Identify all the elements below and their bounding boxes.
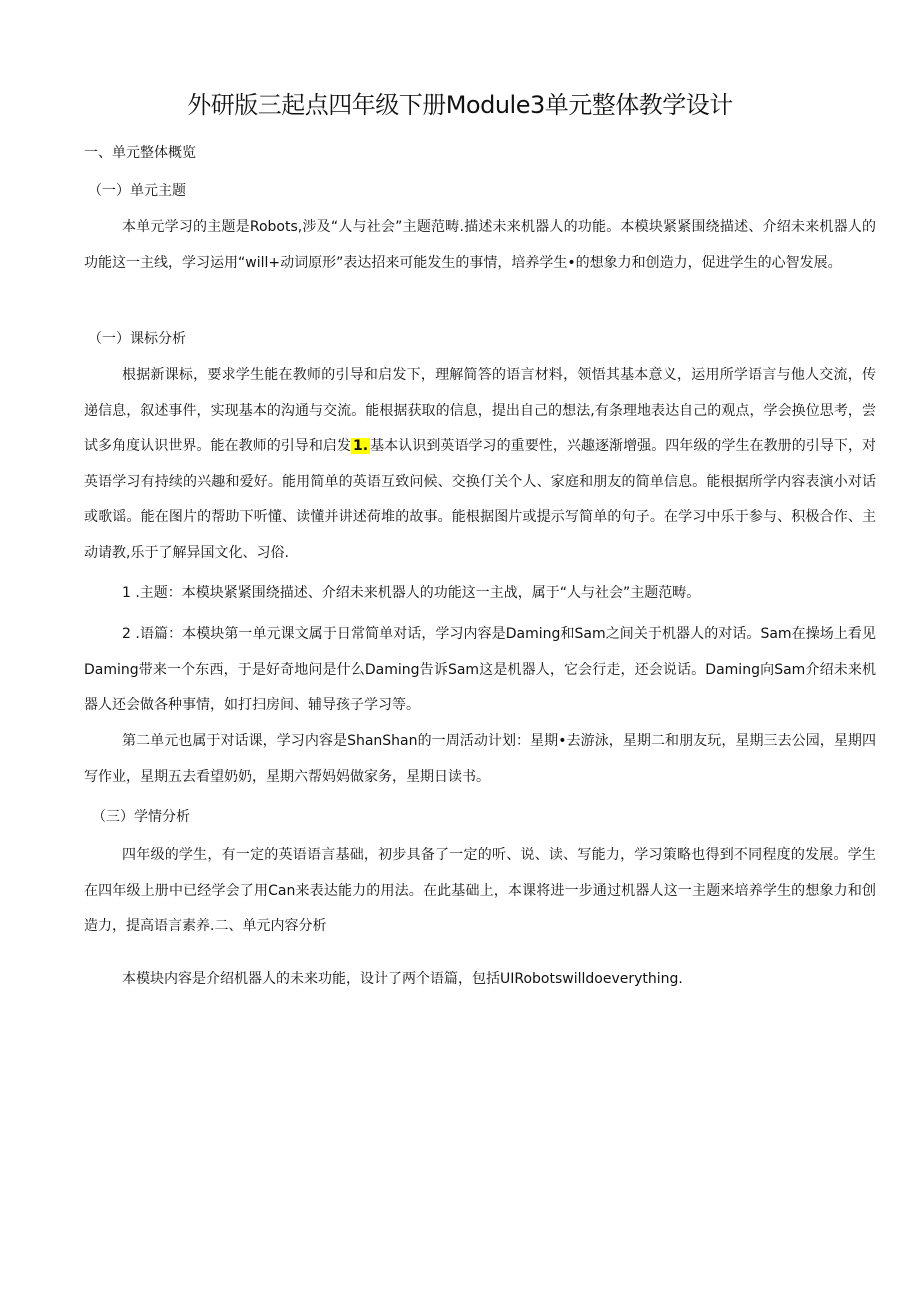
paragraph-curriculum-analysis bbox=[84, 358, 876, 571]
document-title: 外研版三起点四年级下册Module3单元整体教学设计 bbox=[187, 91, 733, 119]
subheading-student-analysis: （三）学情分析 bbox=[92, 809, 190, 825]
highlighted-marker: 1. bbox=[353, 438, 369, 454]
section-heading-overview: 一、单元整体概览 bbox=[84, 145, 196, 161]
paragraph-unit-two: 第二单元也属于对话课，学习内容是ShanShan的一周活动计划：星期•去游泳，星期二和朋友玩，星期三去公园，星期四写作业，星期五去看望奶奶，星期六帮妈妈做家务，星期日读书。 bbox=[84, 733, 876, 785]
paragraph-unit-theme: 本单元学习的主题是Robots,涉及“人与社会”主题范畴.描述未来机器人的功能。本模块紧紧围绕描述、介绍未来机器人的功能这一主线，学习运用“will+动词原形”表达招来可能发生的事情，培养学生•的想象力和创造力，促进学生的心智发展。 bbox=[84, 219, 876, 271]
curriculum-text-before: 根据新课标，要求学生能在教师的引导和启发下，理解简答的语言材料，领悟其基本意义，运用所学语言与他人交流，传递信息，叙述事件，实现基本的沟通与交流。能根据获取的信息，提出自己的想法,有条理地表达自己的观点，学会换位思考，尝试多角度认识世界。能在教师的引导和启发 bbox=[84, 367, 876, 454]
subheading-curriculum-analysis: （一）课标分析 bbox=[88, 331, 186, 347]
paragraph-content-analysis: 本模块内容是介绍机器人的未来功能，设计了两个语篇，包括UIRobotswilldoeverything. bbox=[122, 971, 683, 987]
list-item-theme: 1 .主题：本模块紧紧围绕描述、介绍未来机器人的功能这一主战，属于“人与社会”主题范畴。 bbox=[122, 585, 701, 601]
paragraph-student-analysis: 四年级的学生，有一定的英语语言基础，初步具备了一定的听、说、读、写能力，学习策略也得到不同程度的发展。学生在四年级上册中已经学会了用Can来表达能力的用法。在此基础上，本课将进一步通过机器人这一主题来培养学生的想象力和创造力，提高语言素养.二、单元内容分析 bbox=[84, 847, 876, 934]
subheading-unit-theme: （一）单元主题 bbox=[88, 183, 186, 199]
list-item-discourse: 2 .语篇：本模块第一单元课文属于日常简单对话，学习内容是Daming和Sam之间关于机器人的对话。Sam在操场上看见Daming带来一个东西，于是好奇地问是什么Daming告诉Sam这是机器人，它会行走，还会说话。Daming向Sam介绍未来机器人还会做各种事情，如打扫房间、辅导孩子学习等。 bbox=[84, 626, 876, 713]
curriculum-text-after: 基本认识到英语学习的重要性，兴趣逐渐增强。四年级的学生在教册的引导下，对英语学习有持续的兴趣和爱好。能用简单的英语互致问候、交换仃关个人、家庭和朋友的简单信息。能根据所学内容表演小对话或歌谣。能在图片的帮助下听懂、读懂并讲述荷堆的故事。能根据图片或提示写简单的句子。在学习中乐于参与、积极合作、主动请教,乐于了解异国文化、习俗. bbox=[84, 438, 876, 561]
